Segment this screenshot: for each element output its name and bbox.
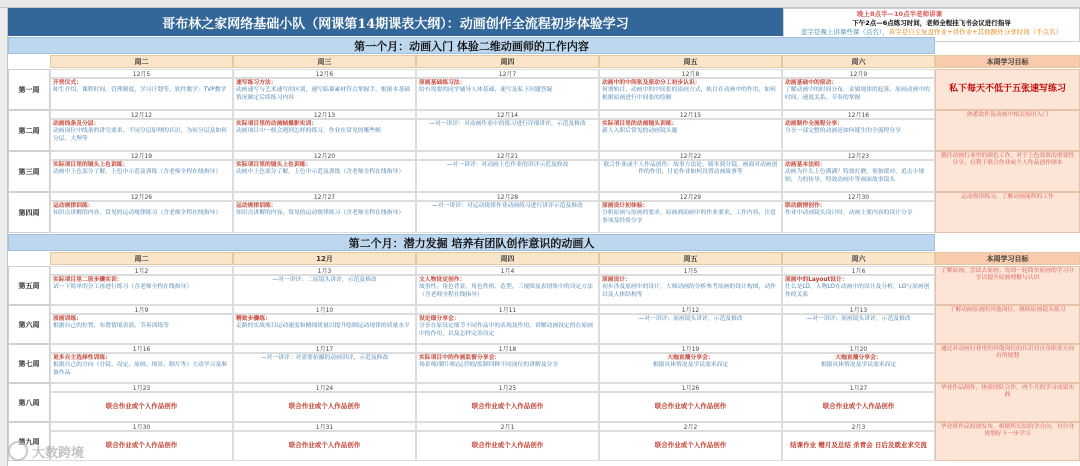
schedule-cell[interactable] <box>599 78 782 110</box>
date-cell[interactable]: 12月26 <box>50 192 233 201</box>
date-cell[interactable]: 2月1 <box>416 422 599 431</box>
cell-title: 动画基本法则： <box>785 162 826 168</box>
cell-body: 动画岗位中线条的讲究要求，不同分层原理的认识，为何分层及如何分层、大理等 <box>53 128 227 142</box>
schedule-cell[interactable] <box>50 119 233 151</box>
date-cell[interactable]: 1月20 <box>782 344 935 353</box>
cell-body: 走路的实战项目运动速度和精细质量以提升绘制运动规律的质量水平 <box>236 323 410 330</box>
watermark <box>8 440 148 462</box>
date-cell[interactable]: 1月9 <box>50 305 233 314</box>
column-header-strip[interactable] <box>0 0 1080 8</box>
cell-body: 根据自己的位置，布置情境表演、节奏训练等 <box>53 323 169 330</box>
date-cell[interactable]: 1月23 <box>50 383 233 392</box>
schedule-cell[interactable] <box>233 160 416 192</box>
date-cell[interactable]: 1月12 <box>599 305 782 314</box>
schedule-cell[interactable] <box>599 119 782 151</box>
schedule-cell[interactable] <box>233 431 416 461</box>
cell-body: 联合作业或个人作品创作 <box>288 402 361 411</box>
cell-body: 知识点讲解的内容，常见的运动规律练习（含老师全程在线指导） <box>53 210 222 217</box>
info-line-3 <box>787 28 1076 37</box>
watermark-text: 大数跨境 <box>32 445 85 461</box>
schedule-cell[interactable] <box>416 353 599 383</box>
cell-body: 初步涉及原画中的设计，大师动画的分析参考原画的设计构图，动作以及人体结构等 <box>602 284 776 298</box>
week-label: 第五周 <box>8 266 50 305</box>
date-cell[interactable]: 12月22 <box>599 151 782 160</box>
date-cell[interactable]: 1月11 <box>416 305 599 314</box>
cell-title: 大咖直播分享会： <box>835 355 882 361</box>
weekly-goal-cell[interactable]: 毕业作品制作，体验团队合作，两个月的学习成果实践 <box>935 383 1080 422</box>
schedule-cell[interactable] <box>416 314 599 344</box>
cell-title: 实际项目里二原步骤实训： <box>53 277 123 283</box>
cell-body: 新人入职后常见的动画镜头题 <box>602 128 678 135</box>
cell-body: —对一讲评：对需要拍摄的动画讲评，示范及修改 <box>260 355 389 361</box>
schedule-cell[interactable] <box>782 201 935 233</box>
date-cell[interactable]: 12月5 <box>50 69 233 78</box>
cell-body: 根据具体情况及学员需求而定 <box>820 362 897 369</box>
date-cell[interactable]: 12月23 <box>782 151 935 160</box>
month2-goal-header: 本周学习目标 <box>935 252 1080 265</box>
cell-body: 试一下简单的分工再进行练习（含老师全程在线指导） <box>53 284 193 291</box>
cell-body: —对一讲评：原画镜头讲评，示范及修改 <box>638 316 743 322</box>
schedule-cell[interactable] <box>782 78 935 110</box>
schedule-cell[interactable] <box>233 119 416 151</box>
schedule-cell[interactable] <box>233 201 416 233</box>
cell-body: 联合作业或个人作品创作 <box>288 441 361 450</box>
cell-body: —对一讲评：对动画上色作业的讲评示范及修改 <box>446 162 569 168</box>
schedule-cell[interactable] <box>599 160 782 192</box>
date-cell[interactable]: 12月7 <box>416 69 599 78</box>
schedule-cell[interactable] <box>782 119 935 151</box>
cell-title: 大咖直播分享会： <box>667 355 714 361</box>
cell-body: 动画速写与艺术速写的区别，速写临摹素材符合掌握手，根据本基础情况制定后续练习内容 <box>236 87 410 101</box>
date-cell[interactable]: 2月2 <box>599 422 782 431</box>
schedule-cell[interactable] <box>416 392 599 422</box>
month2-header-4: 周六 <box>782 252 935 265</box>
schedule-cell[interactable] <box>782 314 935 344</box>
info-line-1: 晚上8点半—10点半老师讲课 <box>857 10 943 18</box>
weekly-goal-cell[interactable]: 熟悉软件及动画中相关知识入门 <box>935 110 1080 151</box>
date-cell[interactable]: 1月17 <box>233 344 416 353</box>
cell-title: 实际项目中的作画监督分享会： <box>419 355 501 361</box>
schedule-cell[interactable] <box>599 314 782 344</box>
date-cell[interactable]: 12月12 <box>50 110 233 119</box>
weekly-goal-cell[interactable]: 运动规律练习，了解动画流程的工作 <box>935 192 1080 233</box>
date-cell[interactable]: 12月20 <box>233 151 416 160</box>
schedule-cell[interactable] <box>599 201 782 233</box>
date-cell[interactable]: 1月30 <box>50 422 233 431</box>
cell-title: 运动规律训练： <box>53 203 94 209</box>
cell-body: 根据具体情况及学员需求而定 <box>652 362 729 369</box>
schedule-cell[interactable] <box>782 160 935 192</box>
month2-header-3: 周五 <box>599 252 782 265</box>
cell-body: 联合作业或个人作品创作 <box>471 402 544 411</box>
schedule-cell[interactable] <box>416 78 599 110</box>
info-line-3-orange: 黄字是自主复盘作业+讲作业+其他额外分享时间（不点名） <box>888 28 1063 36</box>
schedule-cell[interactable] <box>233 392 416 422</box>
cell-title: 精致步骤练： <box>236 316 271 322</box>
date-cell[interactable]: 1月26 <box>599 383 782 392</box>
cell-title: 更多自主选择性训练： <box>53 355 111 361</box>
page-title: 哥布林之家网络基础小队（网课第14期课表大纲）：动画创作全流程初步体验学习 <box>8 8 783 36</box>
month1-header-4: 周六 <box>782 55 935 68</box>
cell-body: 师生介绍，课程时间，管理制度，学习计划等，软件教学：TVP教学 <box>53 87 227 94</box>
cell-body: 场景师/制片师/运营师/监制四种不同岗位的讲解及分享 <box>419 362 559 369</box>
date-cell[interactable]: 12月15 <box>599 110 782 119</box>
cell-body: 动画中上色部分了解，上色中示范及训练（含老师全程在线指导） <box>236 169 405 176</box>
cell-body: 联合作业或个人作品创作：故事方法论，剧本到分镜，画面对动画创作的作用，讨论作业如何设置动画故事等 <box>603 162 778 176</box>
date-cell[interactable]: 12月21 <box>416 151 599 160</box>
weekly-goal-cell[interactable]: 了解原画，尝试去原画；每周一轮简单原画的学习分享以提升原画理解与认识 <box>935 266 1080 305</box>
cell-title: 实际项目里的动画帧摄影实训： <box>236 121 318 127</box>
date-cell[interactable]: 12月6 <box>233 69 416 78</box>
cell-title: 原画设计： <box>602 277 631 283</box>
schedule-cell[interactable] <box>233 353 416 383</box>
cell-title: 运动规律训练： <box>236 203 277 209</box>
schedule-cell[interactable] <box>416 119 599 151</box>
cell-body: 给有需要的同学辅导人体基础，速写及私下问题答疑 <box>419 87 553 94</box>
date-cell[interactable]: 1月10 <box>233 305 416 314</box>
weekly-goal-cell[interactable]: 通过对动画行业里的其他岗位的认识对自身职业方向有所规划 <box>935 344 1080 383</box>
date-cell[interactable]: 1月6 <box>782 266 935 275</box>
date-cell[interactable]: 12月29 <box>599 192 782 201</box>
schedule-cell[interactable] <box>50 160 233 192</box>
date-cell[interactable]: 1月16 <box>50 344 233 353</box>
cell-title: 开营仪式： <box>53 80 82 86</box>
cell-body: 联合作业或个人作品创作 <box>105 402 178 411</box>
cell-body: 联合作业或个人作品创作 <box>105 441 178 450</box>
week-label: 第二周 <box>8 110 50 151</box>
date-cell[interactable]: 12月19 <box>50 151 233 160</box>
cell-title: 文人物设定创作： <box>419 277 466 283</box>
schedule-cell[interactable] <box>599 392 782 422</box>
cell-body: 联合作业或个人作品创作 <box>654 441 727 450</box>
cell-body: —对一讲评：对运动规律作业动画练习进行讲评示范及修改 <box>432 203 583 209</box>
week-label: 第七周 <box>8 344 50 383</box>
watermark-logo-icon <box>8 441 28 461</box>
week-label: 第八周 <box>8 383 50 422</box>
date-cell[interactable]: 1月19 <box>599 344 782 353</box>
info-line-3-blue: 蓝字是晚上讲课些课（点名）， <box>800 28 889 36</box>
cell-body: 联合作业或个人作品创作 <box>822 402 895 411</box>
weekly-goal-cell[interactable]: 私下每天不低于五张速写练习 <box>935 69 1080 110</box>
cell-title: 动画线条及分层： <box>53 121 100 127</box>
schedule-cell[interactable] <box>233 275 416 305</box>
date-cell[interactable]: 12月16 <box>782 110 935 119</box>
date-cell[interactable]: 1月4 <box>416 266 599 275</box>
month1-header-1: 周三 <box>233 55 416 68</box>
date-cell[interactable]: 12月8 <box>599 69 782 78</box>
date-cell[interactable]: 2月3 <box>782 422 935 431</box>
week-label: 第三周 <box>8 151 50 192</box>
schedule-cell[interactable] <box>50 201 233 233</box>
cell-body: 故事性，角色背景，角色性格，造型，三视图及表情集中的设定方法（含老师全程在线指导） <box>419 284 593 298</box>
date-cell[interactable]: 1月25 <box>416 383 599 392</box>
cell-title: 原画训练： <box>53 316 82 322</box>
cell-title: 动画中的中间张及原动分工初步认识： <box>602 80 701 86</box>
month1-header-2: 周四 <box>416 55 599 68</box>
cell-body: 动画为什么上色满满？特效打磨，预备缓冲，追击小规则，力的传导，特效动画中等画面故事镜头 <box>785 169 925 183</box>
cell-body: 了解动画中的时间分布，金属规律的起落，原画动画中的时间、速度关系、节奏的掌握 <box>785 87 930 101</box>
cell-body: 分享在原设定细节不同作品中的表现及作用，讲解动画设定的在原画中的作用，以及怎样完善设定 <box>419 323 593 337</box>
cell-body: —对一讲评：原画镜头讲评，示范及修改 <box>806 316 911 322</box>
cell-body: 分享一部完整的动画是如何诞生的全流程分享 <box>785 128 901 135</box>
schedule-cell[interactable] <box>50 275 233 305</box>
week-label: 第九周 <box>8 422 50 461</box>
schedule-cell[interactable] <box>50 78 233 110</box>
cell-title: 实际项目里的镜头上色训练： <box>53 162 129 168</box>
cell-title: 原画基础练习法： <box>419 80 466 86</box>
month2-header-2: 周四 <box>416 252 599 265</box>
cell-body: 根据自己的方向（分镜、设定、原画、场景、制片等）主动学习及准备作品 <box>53 362 227 376</box>
date-cell[interactable]: 1月13 <box>782 305 935 314</box>
cell-title: 原画设计初体验： <box>602 203 649 209</box>
cell-title: 联动剧情创作： <box>785 203 826 209</box>
month1-goal-header: 本周学习目标 <box>935 55 1080 68</box>
month1-header-3: 周五 <box>599 55 782 68</box>
info-line-2: 下午2点—6点练习时间，老师全程挂飞书会议进行指导 <box>852 19 1011 27</box>
schedule-cell[interactable] <box>50 392 233 422</box>
cell-title: 设定细分享会： <box>419 316 460 322</box>
cell-body: 什么是LO，人物LO在动画中的设计及分析，LO与原画创作的关系 <box>785 284 930 298</box>
month1-title: 第一个月：动画入门 体验二维动画师的工作内容 <box>8 37 935 54</box>
date-cell[interactable]: 1月3 <box>233 266 416 275</box>
cell-title: 实际项目里的镜头上色训练： <box>236 162 312 168</box>
cell-title: 动画基础中的原动： <box>785 80 838 86</box>
date-cell[interactable]: 1月24 <box>233 383 416 392</box>
schedule-cell[interactable] <box>599 353 782 383</box>
date-cell[interactable]: 12月28 <box>416 192 599 201</box>
cell-body: 动画中上色部分了解，上色中示范及训练（含老师全程在线指导） <box>53 169 222 176</box>
cell-title: 速写练习方法： <box>236 80 277 86</box>
date-cell[interactable]: 1月18 <box>416 344 599 353</box>
week-label: 第一周 <box>8 69 50 110</box>
weekly-goal-cell[interactable]: 了解动画原画的其他岗位，继续原画镜头练习 <box>935 305 1080 344</box>
cell-body: 动画项目中一般会遇到怎样的练习，作业在常见的哪些帧 <box>236 128 381 135</box>
date-cell[interactable]: 12月27 <box>233 192 416 201</box>
cell-body: 作业中动画镜头设计时，动画主要内容的设计分享 <box>785 210 913 217</box>
date-cell[interactable]: 12月30 <box>782 192 935 201</box>
cell-title: 原画中的Layout设计： <box>785 277 848 283</box>
cell-title: 动画制作全流程分享： <box>785 121 843 127</box>
cell-body: —对一讲评：对动画作业中的练习进行详细讲评，示范及修改 <box>429 121 586 127</box>
schedule-cell[interactable] <box>599 431 782 461</box>
weekly-goal-cell[interactable]: 挑任动画行业里的颜色工作，对于上色效果的重要性分享，有利于联合作业或个人作品创作剧本 <box>935 151 1080 192</box>
date-cell[interactable]: 12月13 <box>233 110 416 119</box>
date-cell[interactable]: 12月14 <box>416 110 599 119</box>
date-cell[interactable]: 1月5 <box>599 266 782 275</box>
schedule-cell[interactable] <box>416 160 599 192</box>
schedule-cell[interactable] <box>50 353 233 383</box>
week-label: 第六周 <box>8 305 50 344</box>
schedule-cell[interactable] <box>233 78 416 110</box>
month1-header-0: 周二 <box>50 55 233 68</box>
schedule-cell[interactable] <box>416 431 599 461</box>
row-header-strip[interactable] <box>0 8 8 466</box>
cell-body: 联合作业或个人作品创作 <box>471 441 544 450</box>
cell-body: —对一讲评：二原镜头讲评，示范及修改 <box>272 277 377 283</box>
week-label: 第四周 <box>8 192 50 233</box>
schedule-cell[interactable] <box>233 314 416 344</box>
schedule-cell[interactable] <box>782 275 935 305</box>
date-cell[interactable]: 1月31 <box>233 422 416 431</box>
cell-body: 结课作业 赠月及总结 杀青会 日后及就业求交流 <box>790 441 927 450</box>
date-cell[interactable]: 1月2 <box>50 266 233 275</box>
month2-header-1: 12月 <box>233 252 416 265</box>
date-cell[interactable]: 12月9 <box>782 69 935 78</box>
month2-title: 第二个月：潜力发掘 培养有团队创作意识的动画人 <box>8 234 935 251</box>
cell-body: 何谓轨目，动画中的中间张的添画方式，轨目在动画中的作用，如何根据原画进行中间张的绘制 <box>602 87 776 101</box>
schedule-cell[interactable] <box>782 431 935 461</box>
cell-title: 实际项目里的动画镜头训练： <box>602 121 678 127</box>
cell-body: 分析原画与原画的要求，原画到动画中的作业要求，工作内容，注意事项及经验分享 <box>602 210 776 224</box>
date-cell[interactable]: 1月27 <box>782 383 935 392</box>
schedule-cell[interactable] <box>416 201 599 233</box>
schedule-cell[interactable] <box>416 275 599 305</box>
schedule-cell[interactable] <box>50 314 233 344</box>
schedule-cell[interactable] <box>782 353 935 383</box>
weekly-goal-cell[interactable]: 毕业班作品投放发布，根据所长结的学方向，对自身规划好下一步学习 <box>935 422 1080 461</box>
schedule-cell[interactable] <box>782 392 935 422</box>
month2-header-0: 周二 <box>50 252 233 265</box>
schedule-cell[interactable] <box>599 275 782 305</box>
cell-body: 联合作业或个人作品创作 <box>654 402 727 411</box>
cell-body: 知识点讲解的内容，常见的运动规律练习（含老师全程在线指导） <box>236 210 405 217</box>
